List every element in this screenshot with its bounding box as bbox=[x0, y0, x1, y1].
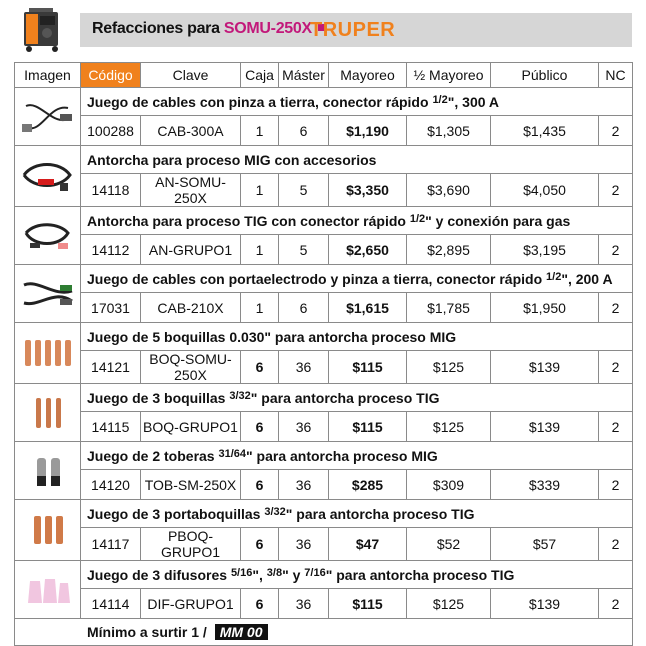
description-text: Juego de 3 boquillas bbox=[87, 389, 230, 406]
medio-mayoreo-cell: $125 bbox=[407, 412, 491, 442]
nc-cell: 2 bbox=[599, 293, 633, 323]
publico-cell: $139 bbox=[491, 351, 599, 384]
publico-cell: $339 bbox=[491, 470, 599, 500]
nc-cell: 2 bbox=[599, 412, 633, 442]
clave-cell: BOQ-GRUPO1 bbox=[141, 412, 241, 442]
codigo-cell: 14117 bbox=[81, 528, 141, 561]
codigo-cell: 14115 bbox=[81, 412, 141, 442]
master-cell: 36 bbox=[279, 412, 329, 442]
product-desc-row bbox=[15, 561, 633, 589]
tig-torch-icon bbox=[15, 217, 80, 255]
product-image-cell bbox=[15, 323, 81, 384]
description-fraction: 7/16 bbox=[304, 566, 326, 579]
caja-cell: 6 bbox=[241, 470, 279, 500]
product-values-row bbox=[15, 470, 633, 500]
product-values-row bbox=[15, 528, 633, 561]
col-imagen: Imagen bbox=[15, 63, 81, 88]
footer-row bbox=[15, 619, 633, 646]
product-values-row bbox=[15, 351, 633, 384]
welding-machine-icon bbox=[20, 6, 66, 54]
codigo-cell: 14121 bbox=[81, 351, 141, 384]
codigo-cell: 100288 bbox=[81, 116, 141, 146]
col-codigo: Código bbox=[81, 63, 141, 88]
mayoreo-cell: $3,350 bbox=[329, 174, 407, 207]
master-cell: 36 bbox=[279, 528, 329, 561]
diffusers-icon bbox=[15, 571, 80, 609]
publico-cell: $57 bbox=[491, 528, 599, 561]
product-desc-row bbox=[15, 500, 633, 528]
codigo-cell: 14112 bbox=[81, 235, 141, 265]
nc-cell: 2 bbox=[599, 528, 633, 561]
clave-cell: BOQ-SOMU-250X bbox=[141, 351, 241, 384]
mayoreo-cell: $47 bbox=[329, 528, 407, 561]
product-description bbox=[81, 88, 633, 116]
description-text: ", 300 A bbox=[447, 93, 499, 110]
medio-mayoreo-cell: $3,690 bbox=[407, 174, 491, 207]
caja-cell: 1 bbox=[241, 235, 279, 265]
caja-cell: 6 bbox=[241, 528, 279, 561]
footer-text: Mínimo a surtir 1 / bbox=[87, 624, 207, 640]
description-fraction: 1/2 bbox=[409, 212, 426, 225]
product-description bbox=[81, 442, 633, 470]
col-caja: Caja bbox=[241, 63, 279, 88]
mig-tips-icon bbox=[15, 334, 80, 372]
product-image-cell bbox=[15, 384, 81, 442]
product-description bbox=[81, 500, 633, 528]
product-values-row bbox=[15, 235, 633, 265]
publico-cell: $1,435 bbox=[491, 116, 599, 146]
description-text: " para antorcha proceso TIG bbox=[250, 389, 440, 406]
col-master: Máster bbox=[279, 63, 329, 88]
product-values-row bbox=[15, 589, 633, 619]
nc-cell: 2 bbox=[599, 174, 633, 207]
description-fraction: 3/32 bbox=[229, 389, 251, 402]
nc-cell: 2 bbox=[599, 351, 633, 384]
mayoreo-cell: $1,615 bbox=[329, 293, 407, 323]
publico-cell: $3,195 bbox=[491, 235, 599, 265]
brand-logo: TRUPER bbox=[310, 19, 396, 41]
product-image-cell bbox=[15, 265, 81, 323]
product-values-row bbox=[15, 412, 633, 442]
master-cell: 6 bbox=[279, 293, 329, 323]
nc-cell: 2 bbox=[599, 235, 633, 265]
clave-cell: CAB-210X bbox=[141, 293, 241, 323]
description-text: " para antorcha proceso MIG bbox=[246, 447, 438, 464]
cables-icon bbox=[15, 98, 80, 136]
master-cell: 36 bbox=[279, 589, 329, 619]
caja-cell: 6 bbox=[241, 351, 279, 384]
col-nc: NC bbox=[599, 63, 633, 88]
title-prefix: Refacciones para bbox=[92, 20, 220, 37]
caja-cell: 1 bbox=[241, 174, 279, 207]
description-fraction: 1/2 bbox=[432, 93, 448, 106]
description-text: Juego de 5 boquillas 0.030" para antorcha proceso MIG bbox=[87, 328, 457, 345]
description-fraction: 31/64 bbox=[218, 447, 247, 460]
title-bar bbox=[80, 13, 632, 47]
description-text: Antorcha para proceso TIG con conector rápido bbox=[87, 212, 410, 229]
codigo-cell: 14118 bbox=[81, 174, 141, 207]
mayoreo-cell: $1,190 bbox=[329, 116, 407, 146]
product-image-cell bbox=[15, 500, 81, 561]
product-description bbox=[81, 207, 633, 235]
codigo-cell: 17031 bbox=[81, 293, 141, 323]
product-desc-row bbox=[15, 323, 633, 351]
collet-bodies-icon bbox=[15, 511, 80, 549]
description-text: " y bbox=[282, 566, 305, 583]
parts-table bbox=[14, 62, 633, 646]
medio-mayoreo-cell: $1,305 bbox=[407, 116, 491, 146]
nc-cell: 2 bbox=[599, 470, 633, 500]
description-text: " para antorcha proceso TIG bbox=[285, 505, 475, 522]
mayoreo-cell: $115 bbox=[329, 412, 407, 442]
master-cell: 36 bbox=[279, 470, 329, 500]
clave-cell: DIF-GRUPO1 bbox=[141, 589, 241, 619]
mig-torch-icon bbox=[15, 157, 80, 195]
product-description bbox=[81, 265, 633, 293]
page-title bbox=[92, 20, 331, 38]
mayoreo-cell: $115 bbox=[329, 351, 407, 384]
description-text: Juego de cables con pinza a tierra, conector rápido bbox=[87, 93, 433, 110]
master-cell: 6 bbox=[279, 116, 329, 146]
description-fraction: 3/32 bbox=[264, 505, 286, 518]
mayoreo-cell: $115 bbox=[329, 589, 407, 619]
description-fraction: 3/8 bbox=[266, 566, 283, 579]
mayoreo-cell: $2,650 bbox=[329, 235, 407, 265]
caja-cell: 1 bbox=[241, 293, 279, 323]
medio-mayoreo-cell: $1,785 bbox=[407, 293, 491, 323]
description-text: " para antorcha proceso TIG bbox=[325, 566, 515, 583]
description-fraction: 5/16 bbox=[230, 566, 253, 579]
product-values-row bbox=[15, 293, 633, 323]
product-image-cell bbox=[15, 442, 81, 500]
codigo-cell: 14114 bbox=[81, 589, 141, 619]
product-description bbox=[81, 146, 633, 174]
product-desc-row bbox=[15, 146, 633, 174]
publico-cell: $1,950 bbox=[491, 293, 599, 323]
medio-mayoreo-cell: $52 bbox=[407, 528, 491, 561]
mm-badge: MM 00 bbox=[215, 624, 268, 640]
master-cell: 5 bbox=[279, 235, 329, 265]
description-text: Juego de 2 toberas bbox=[87, 447, 219, 464]
medio-mayoreo-cell: $125 bbox=[407, 351, 491, 384]
product-values-row bbox=[15, 174, 633, 207]
product-desc-row bbox=[15, 442, 633, 470]
clave-cell: AN-SOMU-250X bbox=[141, 174, 241, 207]
product-image-cell bbox=[15, 561, 81, 619]
clave-cell: TOB-SM-250X bbox=[141, 470, 241, 500]
description-text: ", bbox=[252, 566, 267, 583]
description-text: " y conexión para gas bbox=[425, 212, 571, 229]
product-image-cell bbox=[15, 88, 81, 146]
medio-mayoreo-cell: $125 bbox=[407, 589, 491, 619]
publico-cell: $139 bbox=[491, 412, 599, 442]
clave-cell: AN-GRUPO1 bbox=[141, 235, 241, 265]
product-image-cell bbox=[15, 207, 81, 265]
table-header-row bbox=[15, 63, 633, 88]
nc-cell: 2 bbox=[599, 589, 633, 619]
electrode-cables-icon bbox=[15, 275, 80, 313]
product-values-row bbox=[15, 116, 633, 146]
caja-cell: 6 bbox=[241, 589, 279, 619]
publico-cell: $4,050 bbox=[491, 174, 599, 207]
description-text: ", 200 A bbox=[561, 270, 613, 287]
master-cell: 5 bbox=[279, 174, 329, 207]
col-publico: Público bbox=[491, 63, 599, 88]
clave-cell: CAB-300A bbox=[141, 116, 241, 146]
medio-mayoreo-cell: $2,895 bbox=[407, 235, 491, 265]
publico-cell: $139 bbox=[491, 589, 599, 619]
clave-cell: PBOQ-GRUPO1 bbox=[141, 528, 241, 561]
description-fraction: 1/2 bbox=[546, 270, 562, 283]
description-text: Juego de 3 difusores bbox=[87, 566, 231, 583]
nc-cell: 2 bbox=[599, 116, 633, 146]
nozzles-icon bbox=[15, 452, 80, 490]
product-description bbox=[81, 323, 633, 351]
caja-cell: 6 bbox=[241, 412, 279, 442]
product-desc-row bbox=[15, 384, 633, 412]
col-medio-mayoreo: ½ Mayoreo bbox=[407, 63, 491, 88]
product-image-cell bbox=[15, 146, 81, 207]
description-text: Antorcha para proceso MIG con accesorios bbox=[87, 151, 377, 168]
codigo-cell: 14120 bbox=[81, 470, 141, 500]
col-mayoreo: Mayoreo bbox=[329, 63, 407, 88]
product-desc-row bbox=[15, 207, 633, 235]
product-description bbox=[81, 561, 633, 589]
footer-cell bbox=[15, 619, 633, 646]
medio-mayoreo-cell: $309 bbox=[407, 470, 491, 500]
product-desc-row bbox=[15, 88, 633, 116]
mayoreo-cell: $285 bbox=[329, 470, 407, 500]
master-cell: 36 bbox=[279, 351, 329, 384]
caja-cell: 1 bbox=[241, 116, 279, 146]
header bbox=[0, 0, 646, 60]
product-description bbox=[81, 384, 633, 412]
tig-tips-icon bbox=[15, 394, 80, 432]
model-name: SOMU-250X bbox=[223, 20, 312, 37]
description-text: Juego de 3 portaboquillas bbox=[87, 505, 265, 522]
product-desc-row bbox=[15, 265, 633, 293]
description-text: Juego de cables con portaelectrodo y pinza a tierra, conector rápido bbox=[87, 270, 547, 287]
col-clave: Clave bbox=[141, 63, 241, 88]
